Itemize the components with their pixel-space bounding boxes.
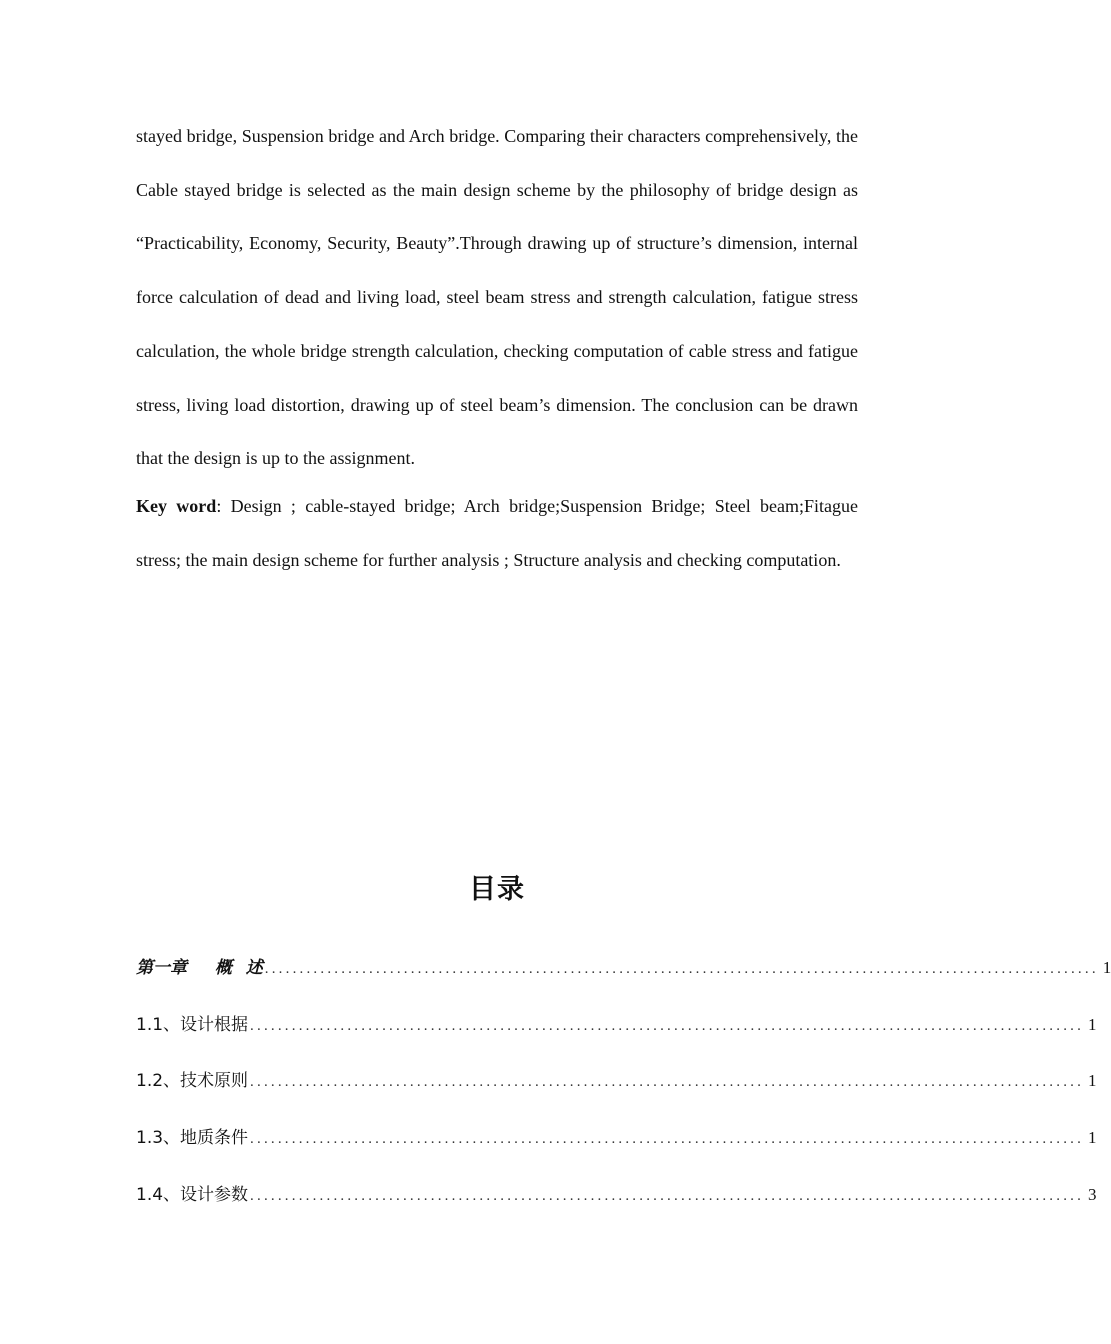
toc-entry[interactable] <box>136 1123 1097 1180</box>
toc-leader-dots: ........................................................................................................................ <box>264 961 1099 977</box>
toc-leader-dots: ........................................................................................................................ <box>250 1187 1085 1204</box>
toc-entry[interactable] <box>136 1180 1097 1237</box>
toc-entry-page: 1 <box>1088 1128 1097 1148</box>
toc-title: 目录 <box>469 874 525 905</box>
toc-entry[interactable] <box>136 953 1111 1010</box>
toc-leader-dots: ........................................................................................................................ <box>250 1017 1085 1034</box>
abstract-paragraph: stayed bridge, Suspension bridge and Arch bridge. Comparing their characters comprehensively, the Cable stayed bridge is selected as the main design scheme by the philosophy of bridge design as “Practicability, Economy, Security, Beauty”.Through drawing up of structure’s dimension, internal force calculation of dead and living load, steel beam stress and strength calculation, fatigue stress calculation, the whole bridge strength calculation, checking computation of cable stress and fatigue stress, living load distortion, drawing up of steel beam’s dimension. The conclusion can be drawn that the design is up to the assignment. <box>136 126 858 469</box>
keywords-paragraph <box>136 480 858 587</box>
toc-entry-label: 1.3、地质条件 <box>136 1128 249 1149</box>
table-of-contents <box>136 953 1111 1236</box>
toc-leader-dots: ........................................................................................................................ <box>250 1131 1085 1148</box>
toc-entry-label: 1.2、技术原则 <box>136 1071 249 1092</box>
toc-leader-dots: ........................................................................................................................ <box>250 1074 1085 1091</box>
toc-entry-label: 第一章 概 述 <box>136 958 263 978</box>
toc-entry-page: 1 <box>1088 1014 1097 1034</box>
toc-entry-label: 1.4、设计参数 <box>136 1184 249 1205</box>
keywords-label: Key word <box>136 495 217 516</box>
toc-entry[interactable] <box>136 1066 1097 1123</box>
toc-entry[interactable] <box>136 1010 1097 1067</box>
toc-entry-page: 3 <box>1088 1184 1097 1204</box>
toc-entry-page: 1 <box>1088 1071 1097 1091</box>
keywords-text: : Design ; cable-stayed bridge; Arch bridge;Suspension Bridge; Steel beam;Fitague stress; the main design scheme for further analysis ; Structure analysis and checking computation. <box>136 495 858 570</box>
toc-entry-label: 1.1、设计根据 <box>136 1014 249 1035</box>
toc-entry-page: 1 <box>1102 958 1111 977</box>
document-page <box>136 110 1111 1205</box>
